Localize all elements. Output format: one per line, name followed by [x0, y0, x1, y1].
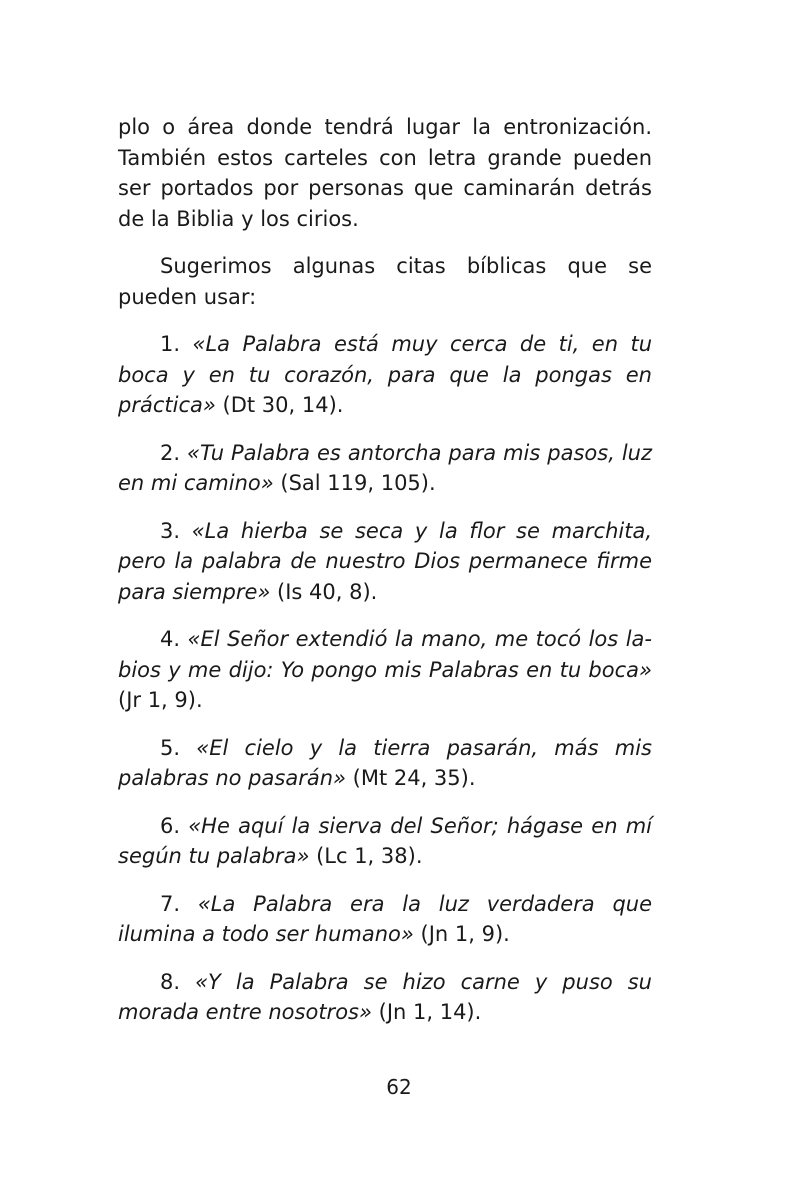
citation-quote: «La hierba se seca y la flor se marchita, pero la palabra de nuestro Dios permanece firme para siempre» [118, 518, 652, 604]
page-body [118, 112, 652, 1045]
citation-reference: (Lc 1, 38). [309, 844, 423, 868]
citation-reference: (Mt 24, 35). [345, 766, 476, 790]
citation-quote: «El Señor extendió la mano, me tocó los la-bios y me dijo: Yo pongo mis Palabras en tu boca» [118, 627, 652, 682]
citation-number: 6. [160, 813, 189, 838]
intro-paragraph: plo o área donde tendrá lugar la entronización. También estos carteles con letra grande pueden ser portados por personas que caminarán detrás de la Biblia y los cirios. [118, 115, 652, 231]
citation-item [118, 516, 652, 608]
citation-reference: (Jn 1, 9). [413, 922, 510, 946]
citations-intro-paragraph: Sugerimos algunas citas bíblicas que se pueden usar: [118, 254, 652, 309]
citation-number: 3. [160, 518, 192, 543]
citation-number: 7. [160, 891, 198, 916]
citation-reference: (Jr 1, 9). [118, 688, 203, 712]
page-number: 62 [386, 1075, 412, 1099]
citation-item [118, 889, 652, 950]
citation-reference: (Is 40, 8). [270, 579, 378, 604]
citation-quote: «He aquí la sierva del Señor; hágase en mí según tu palabra» [118, 813, 652, 868]
citation-quote: «La Palabra está muy cerca de ti, en tu boca y en tu corazón, para que la pongas en práctica» [118, 332, 653, 417]
citation-quote: «Tu Palabra es antorcha para mis pasos, luz en mi camino» [118, 440, 653, 495]
citation-number: 4. [160, 627, 188, 651]
citation-item [118, 438, 652, 499]
citation-item [118, 329, 652, 421]
citation-item [118, 811, 652, 872]
citation-quote: «La Palabra era la luz verdadera que ilumina a todo ser humano» [118, 891, 653, 946]
citation-reference: (Sal 119, 105). [273, 471, 436, 495]
citation-number: 8. [160, 969, 196, 994]
citation-number: 5. [160, 735, 197, 760]
citation-quote: «El cielo y la tierra pasarán, más mis palabras no pasarán» [118, 735, 652, 790]
citation-quote: «Y la Palabra se hizo carne y puso su morada entre nosotros» [118, 969, 652, 1024]
citation-item [118, 733, 652, 794]
citation-item [118, 967, 652, 1028]
citation-reference: (Dt 30, 14). [215, 393, 344, 417]
citation-number: 2. [160, 440, 188, 465]
citation-item [118, 624, 652, 716]
citation-reference: (Jn 1, 14). [371, 1000, 482, 1024]
citation-number: 1. [160, 332, 193, 356]
